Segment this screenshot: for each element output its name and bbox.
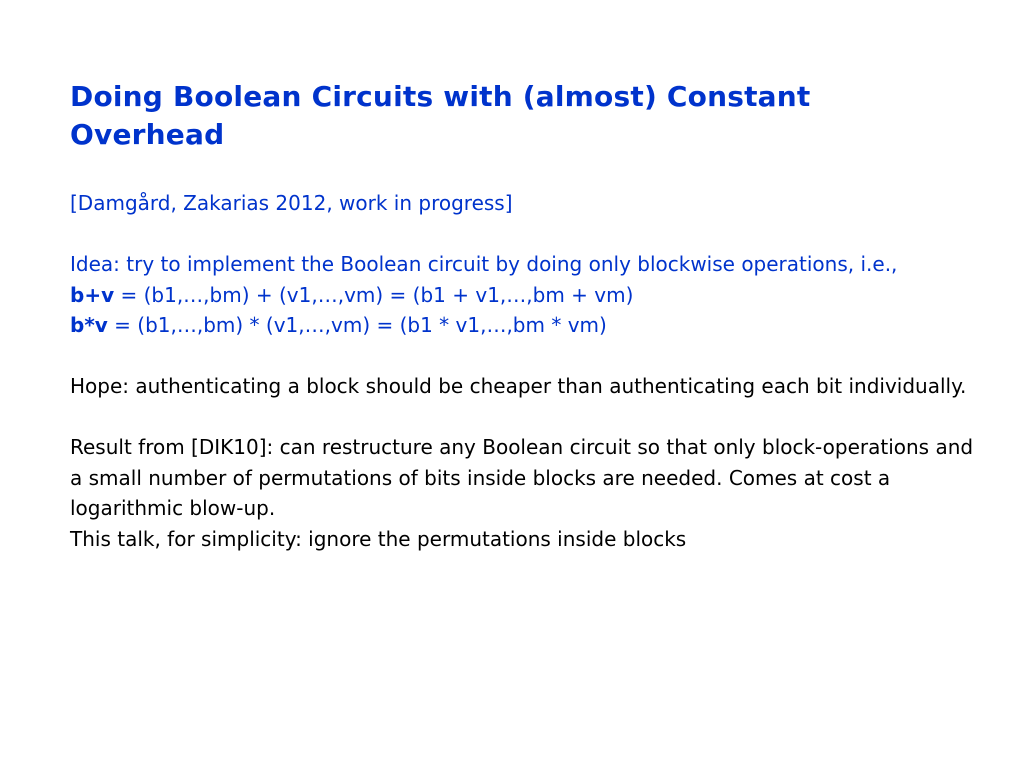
result-text: Result from [DIK10]: can restructure any Boolean circuit so that only block-operations and a small number of permutations of bits inside blocks are needed. Comes at cost a logarithmic blow-up. <box>70 435 974 520</box>
spacer <box>70 402 990 433</box>
add-expression: = (b1,…,bm) + (v1,…,vm) = (b1 + v1,…,bm + vm) <box>114 282 634 307</box>
mul-expression: = (b1,…,bm) * (v1,…,vm) = (b1 * v1,…,bm * vm) <box>107 313 607 337</box>
add-formula <box>70 280 990 311</box>
spacer <box>70 341 990 372</box>
idea-text: Idea: try to implement the Boolean circuit by doing only blockwise operations, i.e., <box>70 252 898 276</box>
slide-title: Doing Boolean Circuits with (almost) Constant Overhead <box>70 80 811 151</box>
mul-formula <box>70 310 990 341</box>
talk-text: This talk, for simplicity: ignore the permutations inside blocks <box>70 526 687 551</box>
citation: [Damgård, Zakarias 2012, work in progress] <box>70 191 513 215</box>
spacer <box>70 219 990 250</box>
hope-text: Hope: authenticating a block should be cheaper than authenticating each bit individually. <box>70 374 967 398</box>
mul-label: b*v <box>70 313 108 337</box>
add-label: b+v <box>70 282 115 307</box>
slide-body <box>70 188 990 554</box>
